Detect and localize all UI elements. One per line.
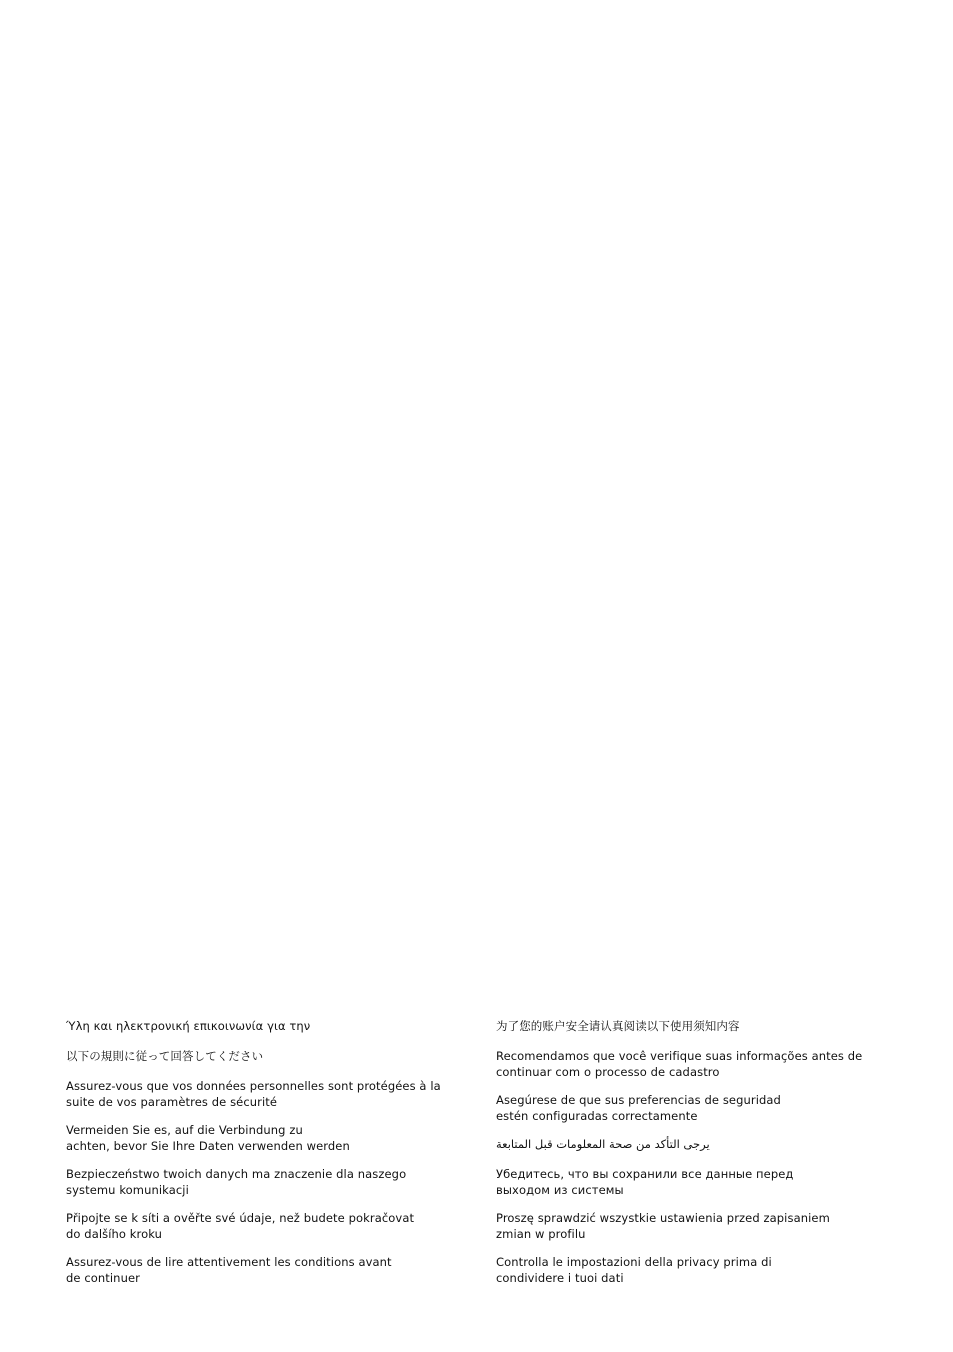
left-text-line: Assurez-vous de lire attentivement les conditions avant <box>66 1255 392 1269</box>
right-paragraph <box>496 1254 876 1286</box>
right-text-column <box>496 1018 876 1298</box>
left-paragraph <box>66 1254 446 1286</box>
right-text-line: يرجى التأكد من صحة المعلومات قبل المتابعة <box>496 1137 710 1151</box>
right-text-line: 为了您的账户安全请认真阅读以下使用须知内容 <box>496 1019 740 1033</box>
right-text-line: Asegúrese de que sus preferencias de seguridad <box>496 1093 781 1107</box>
right-text-line: continuar com o processo de cadastro <box>496 1065 720 1079</box>
right-text-line: condividere i tuoi dati <box>496 1271 624 1285</box>
right-paragraph <box>496 1018 876 1034</box>
left-text-line: de continuer <box>66 1271 140 1285</box>
left-text-line: 以下の規則に従って回答してください <box>66 1049 264 1063</box>
left-text-column <box>66 1018 446 1298</box>
left-text-line: achten, bevor Sie Ihre Daten verwenden werden <box>66 1139 350 1153</box>
left-paragraph <box>66 1048 446 1064</box>
left-text-line: Assurez-vous que vos données personnelles sont protégées à la <box>66 1079 441 1093</box>
right-paragraph <box>496 1136 876 1152</box>
right-text-line: Убедитесь, что вы сохранили все данные перед <box>496 1167 794 1181</box>
right-text-line: Recomendamos que você verifique suas informações antes de <box>496 1049 863 1063</box>
left-text-line: do dalšího kroku <box>66 1227 163 1241</box>
right-text-line: Proszę sprawdzić wszystkie ustawienia przed zapisaniem <box>496 1211 830 1225</box>
right-text-line: estén configuradas correctamente <box>496 1109 698 1123</box>
left-text-line: Ύλη και ηλεκτρονική επικοινωνία για την <box>66 1019 311 1033</box>
right-paragraph <box>496 1210 876 1242</box>
left-paragraph <box>66 1210 446 1242</box>
left-paragraph <box>66 1078 446 1110</box>
left-text-line: Vermeiden Sie es, auf die Verbindung zu <box>66 1123 303 1137</box>
right-text-line: zmian w profilu <box>496 1227 586 1241</box>
right-text-line: Controlla le impostazioni della privacy prima di <box>496 1255 772 1269</box>
right-text-line: выходом из системы <box>496 1183 624 1197</box>
left-paragraph <box>66 1018 446 1034</box>
left-paragraph <box>66 1166 446 1198</box>
right-paragraph <box>496 1092 876 1124</box>
left-text-line: Bezpieczeństwo twoich danych ma znaczenie dla naszego <box>66 1167 407 1181</box>
left-paragraph <box>66 1122 446 1154</box>
left-text-line: Připojte se k síti a ověřte své údaje, než budete pokračovat <box>66 1211 415 1225</box>
left-text-line: suite de vos paramètres de sécurité <box>66 1095 278 1109</box>
right-paragraph <box>496 1166 876 1198</box>
left-text-line: systemu komunikacji <box>66 1183 189 1197</box>
right-paragraph <box>496 1048 876 1080</box>
